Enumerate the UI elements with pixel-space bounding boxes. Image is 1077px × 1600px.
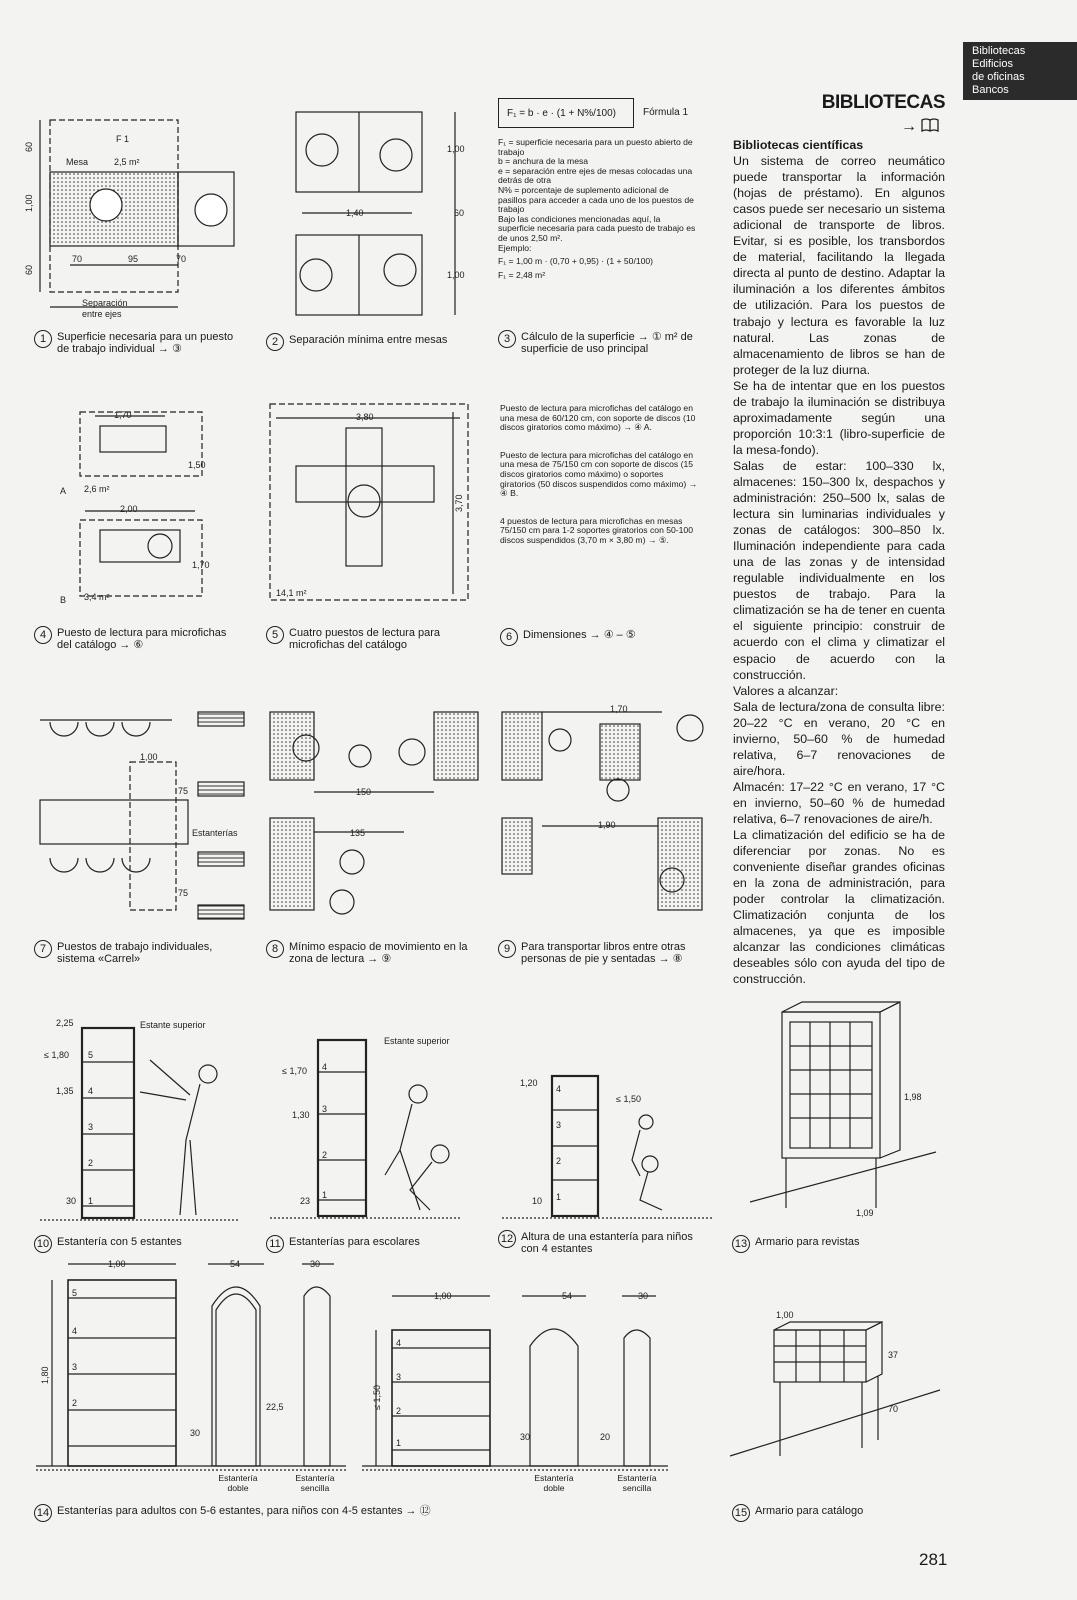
fig14-label: Estantería doble — [218, 1473, 258, 1493]
fig7-dim: 75 — [178, 786, 189, 796]
page-number: 281 — [919, 1550, 948, 1569]
caption-fig8 — [266, 940, 476, 965]
fig1-dim: 70 — [176, 254, 187, 264]
fig14-dim: 54 — [230, 1259, 241, 1269]
caption-text: Separación mínima entre mesas — [289, 334, 448, 346]
fig15-drawing — [730, 1322, 940, 1456]
caption-fig11 — [266, 1235, 466, 1253]
page-title: BIBLIOTECAS — [821, 92, 945, 113]
fig14-dim: 54 — [562, 1291, 573, 1301]
figure-number: 8 — [266, 940, 284, 958]
fig7-drawing — [40, 712, 244, 919]
tab-line: de oficinas — [972, 71, 1025, 83]
fig14-dim: 20 — [600, 1432, 611, 1442]
caption-text: Dimensiones → ④ – ⑤ — [523, 629, 636, 641]
fig9-dim: 1,70 — [610, 704, 628, 714]
fig1-label: Mesa — [66, 157, 89, 167]
fig6-note: Puesto de lectura para microfichas del catálogo en una mesa de 75/150 cm con soporte de discos (15 discos giratorios como máximo) o soportes giratorios (50 discos suspendidos como máximo) → ④ B. — [500, 449, 698, 499]
figure-number: 15 — [732, 1504, 750, 1522]
caption-text: Superficie necesaria para un puesto de trabajo individual → ③ — [57, 331, 234, 355]
fig1-dim: 60 — [24, 141, 34, 152]
shelf-num: 4 — [396, 1338, 402, 1348]
fig4-drawing — [80, 412, 202, 596]
caption-text: Mínimo espacio de movimiento en la zona de lectura → ⑨ — [289, 941, 468, 965]
fig1-dim: Separación — [82, 298, 128, 308]
shelf-num: 2 — [88, 1158, 94, 1168]
fig6-note: Puesto de lectura para microfichas del catálogo en una mesa de 60/120 cm, con soporte de discos (10 discos giratorios como máximo) → ④ A. — [500, 403, 696, 433]
fig11-dim: 23 — [300, 1196, 311, 1206]
formula-text: F₁ = b · e · (1 + N%/100) — [507, 107, 616, 119]
caption-fig3 — [498, 330, 703, 355]
shelf-num: 4 — [556, 1084, 562, 1094]
caption-fig10 — [34, 1235, 234, 1253]
figure-number: 13 — [732, 1235, 750, 1253]
fig5-label: 14,1 m² — [276, 588, 307, 598]
caption-fig12 — [498, 1230, 708, 1255]
fig13-dim: 1,98 — [904, 1092, 922, 1102]
tab-line: Edificios — [972, 58, 1013, 70]
paragraph: Un sistema de correo neumático puede transportar la información (hojas de préstamo). En algunos casos puede ser necesario un sistema adicional de transporte de libros. Evitar, si es posible, los transbordos de material, facilitando la llegada directa al punto de destino. Adaptar la iluminación a los diferentes ámbitos de utilización. Para los puestos de trabajo y lectura es favorable la luz natural. Las zonas de almacenamiento de libros se han de proteger de la luz diurna. — [733, 154, 945, 377]
fig11-dim: 1,30 — [292, 1110, 310, 1120]
fig14-dim: 30 — [638, 1291, 649, 1301]
fig2-dim: 1,40 — [346, 208, 364, 218]
ref-arrow: → — [901, 118, 917, 135]
fig5-drawing — [270, 404, 468, 600]
fig14-dim: 1,00 — [108, 1259, 126, 1269]
fig9-dim: 1,90 — [598, 820, 616, 830]
fig4-dim: 1,50 — [188, 460, 206, 470]
shelf-num: 2 — [72, 1398, 78, 1408]
figure-number: 6 — [500, 628, 518, 646]
shelf-num: 3 — [396, 1372, 402, 1382]
fig7-label: Estanterías — [192, 828, 238, 838]
formula-example: F₁ = 1,00 m · (0,70 + 0,95) · (1 + 50/100) — [498, 256, 654, 267]
caption-fig6 — [500, 628, 700, 646]
figure-number: 1 — [34, 330, 52, 348]
shelf-num: 3 — [88, 1122, 94, 1132]
fig14-label: Estantería sencilla — [617, 1473, 657, 1493]
fig9-drawing — [502, 712, 703, 910]
fig4-label: B — [60, 595, 67, 605]
caption-text: Cálculo de la superficie → ① m² de superficie de uso principal — [521, 331, 693, 355]
fig7-dim: 1,00 — [140, 752, 158, 762]
paragraph: Salas de estar: 100–330 lx, almacenes: 150–300 lx, despachos y administración: 250–500 lx, salas de lectura sin luminarias individuales y zonas de catálogos: 300–850 lx. Iluminación independiente para cada una de las zonas y de intensidad regulable individualmente en los puestos de trabajo. Para la climatización se ha de tener en cuenta el siguiente principio: construir de acuerdo con el clima y climatizar el espacio de acuerdo con la construcción. — [733, 458, 945, 682]
figure-number: 4 — [34, 626, 52, 644]
fig8-dim: 135 — [350, 828, 366, 838]
caption-text: Para transportar libros entre otras personas de pie y sentadas → ⑧ — [521, 941, 686, 965]
caption-text: Armario para catálogo — [755, 1505, 864, 1517]
fig1-drawing — [40, 120, 234, 307]
fig14-label: Estantería sencilla — [295, 1473, 335, 1493]
caption-text: Puestos de trabajo individuales, sistema «Carrel» — [57, 941, 213, 965]
figure-number: 11 — [266, 1235, 284, 1253]
shelf-num: 2 — [396, 1406, 402, 1416]
caption-text: Altura de una estantería para niños con 4 estantes — [521, 1231, 693, 1255]
caption-fig13 — [732, 1235, 932, 1253]
fig14-dim: 1,00 — [434, 1291, 452, 1301]
tab-line: Bibliotecas — [972, 45, 1026, 57]
shelf-num: 2 — [556, 1156, 562, 1166]
caption-fig5 — [266, 626, 476, 651]
paragraph: La climatización del edificio se ha de diferenciar por zonas. No es conveniente diseñar grandes oficinas en la zona de administración, para poder controlar la climatización. Climatización conjunta de los almacenes, ya que es imposible alcanzar las condiciones climáticas deseables sólo con ayuda del tipo de construcción. — [733, 828, 945, 987]
shelf-num: 1 — [88, 1196, 94, 1206]
fig4-dim: 1,70 — [114, 410, 132, 420]
caption-fig7 — [34, 940, 244, 965]
fig13-drawing — [750, 1002, 936, 1208]
fig13-dim: 1,09 — [856, 1208, 874, 1218]
fig12-dim: 1,20 — [520, 1078, 538, 1088]
fig15-dim: 37 — [888, 1350, 899, 1360]
fig5-dim: 3,70 — [454, 494, 464, 512]
caption-fig14 — [34, 1504, 534, 1522]
formula-note: Bajo las condiciones mencionadas aquí, la superficie necesaria para cada puesto de trabajo es de unos 2,50 m². — [498, 213, 696, 243]
fig4-label: 2,6 m² — [84, 484, 110, 494]
fig14-dim: ≤ 1,50 — [372, 1385, 382, 1410]
caption-fig2 — [266, 333, 466, 351]
caption-fig4 — [34, 626, 244, 651]
caption-fig1 — [34, 330, 234, 355]
shelf-num: 3 — [72, 1362, 78, 1372]
paragraph: Valores a alcanzar: — [733, 683, 839, 698]
fig4-label: 3,4 m² — [84, 592, 110, 602]
fig6-note: 4 puestos de lectura para microfichas en mesas 75/150 cm para 1-2 soportes giratorios con 50-100 discos suspendidos (3,70 m × 3,80 m) → ⑤. — [500, 515, 693, 545]
fig5-dim: 3,80 — [356, 412, 374, 422]
formula-def: b = anchura de la mesa — [498, 156, 589, 167]
shelf-num: 5 — [72, 1288, 78, 1298]
caption-fig9 — [498, 940, 708, 965]
fig1-dim: 60 — [24, 264, 34, 275]
fig2-dim: 1,00 — [447, 270, 465, 280]
fig14-dim: 30 — [520, 1432, 531, 1442]
figure-number: 14 — [34, 1504, 52, 1522]
formula-def: e = separación entre ejes de mesas colocadas una detrás de otra — [498, 165, 693, 186]
fig10-dim: ≤ 1,80 — [44, 1050, 69, 1060]
paragraph: Sala de lectura/zona de consulta libre: 20–22 °C en verano, 20 °C en invierno, 50–60 % de humedad relativa, 6–7 renovaciones de aire/hora. — [733, 699, 945, 778]
caption-fig15 — [732, 1504, 932, 1522]
fig10-dim: 2,25 — [56, 1018, 74, 1028]
fig2-dim: 60 — [454, 208, 465, 218]
paragraph: Almacén: 17–22 °C en verano, 17 °C en invierno, 50–60 % de humedad relativa, 6–7 renovaciones de aire/h. — [733, 779, 945, 826]
formula-label: Fórmula 1 — [643, 107, 689, 118]
figure-number: 10 — [34, 1235, 52, 1253]
shelf-num: 3 — [322, 1104, 328, 1114]
fig8-drawing — [270, 712, 478, 914]
shelf-num: 1 — [322, 1190, 328, 1200]
fig14-drawing — [36, 1264, 668, 1470]
tab-line: Bancos — [972, 84, 1009, 96]
fig11-label: Estante superior — [384, 1036, 450, 1046]
paragraph: Se ha de intentar que en los puestos de trabajo la iluminación se distribuya aproximadamente según una proporción 10:3:1 (libro-superficie de la mesa-fondo). — [733, 378, 945, 457]
fig15-dim: 70 — [888, 1404, 899, 1414]
shelf-num: 4 — [72, 1326, 78, 1336]
fig12-dim: 10 — [532, 1196, 543, 1206]
fig14-label: Estantería doble — [534, 1473, 574, 1493]
fig14-dim: 22,5 — [266, 1402, 284, 1412]
fig1-dim: 1,00 — [24, 194, 34, 212]
formula-def: F₁ = superficie necesaria para un puesto abierto de trabajo — [498, 137, 693, 157]
shelf-num: 5 — [88, 1050, 94, 1060]
figure-number: 3 — [498, 330, 516, 348]
shelf-num: 4 — [322, 1062, 328, 1072]
figure-number: 2 — [266, 333, 284, 351]
fig7-dim: 75 — [178, 888, 189, 898]
shelf-num: 4 — [88, 1086, 94, 1096]
fig4-dim: 1,70 — [192, 560, 210, 570]
fig10-drawing — [40, 1028, 240, 1220]
fig15-dim: 1,00 — [776, 1310, 794, 1320]
fig1-dim: entre ejes — [82, 309, 122, 319]
fig1-label: 2,5 m² — [114, 157, 140, 167]
fig4-dim: 2,00 — [120, 504, 138, 514]
formula-example-label: Ejemplo: — [498, 242, 532, 253]
shelf-num: 1 — [556, 1192, 562, 1202]
caption-text: Estanterías para escolares — [289, 1236, 420, 1248]
caption-text: Armario para revistas — [755, 1236, 860, 1248]
fig2-dim: 1,00 — [447, 144, 465, 154]
caption-text: Estantería con 5 estantes — [57, 1236, 182, 1248]
fig12-dim: ≤ 1,50 — [616, 1094, 641, 1104]
caption-text: Estanterías para adultos con 5-6 estantes, para niños con 4-5 estantes → ⑫ — [57, 1505, 431, 1517]
caption-text: Puesto de lectura para microfichas del catálogo → ⑥ — [57, 627, 227, 651]
fig14-dim: 30 — [310, 1259, 321, 1269]
shelf-num: 3 — [556, 1120, 562, 1130]
fig10-label: Estante superior — [140, 1020, 206, 1030]
shelf-num: 2 — [322, 1150, 328, 1160]
fig14-dim: 1,80 — [40, 1366, 50, 1384]
caption-text: Cuatro puestos de lectura para microfichas del catálogo — [289, 627, 441, 651]
fig1-label: F 1 — [116, 134, 130, 144]
fig1-dim: 95 — [128, 254, 139, 264]
figure-number: 12 — [498, 1230, 516, 1248]
fig10-dim: 1,35 — [56, 1086, 74, 1096]
figure-number: 9 — [498, 940, 516, 958]
fig4-label: A — [60, 486, 67, 496]
figure-number: 7 — [34, 940, 52, 958]
fig10-dim: 30 — [66, 1196, 77, 1206]
fig8-dim: 150 — [356, 787, 372, 797]
fig11-dim: ≤ 1,70 — [282, 1066, 307, 1076]
formula-def: N% = porcentaje de suplemento adicional de pasillos para acceder a cada uno de los puestos de trabajo — [498, 184, 694, 215]
formula-example: F₁ = 2,48 m² — [498, 269, 546, 280]
shelf-num: 1 — [396, 1438, 402, 1448]
fig2-drawing — [296, 112, 455, 315]
figure-number: 5 — [266, 626, 284, 644]
section-heading: Bibliotecas científicas — [733, 138, 864, 152]
fig14-dim: 30 — [190, 1428, 201, 1438]
fig1-dim: 70 — [72, 254, 83, 264]
